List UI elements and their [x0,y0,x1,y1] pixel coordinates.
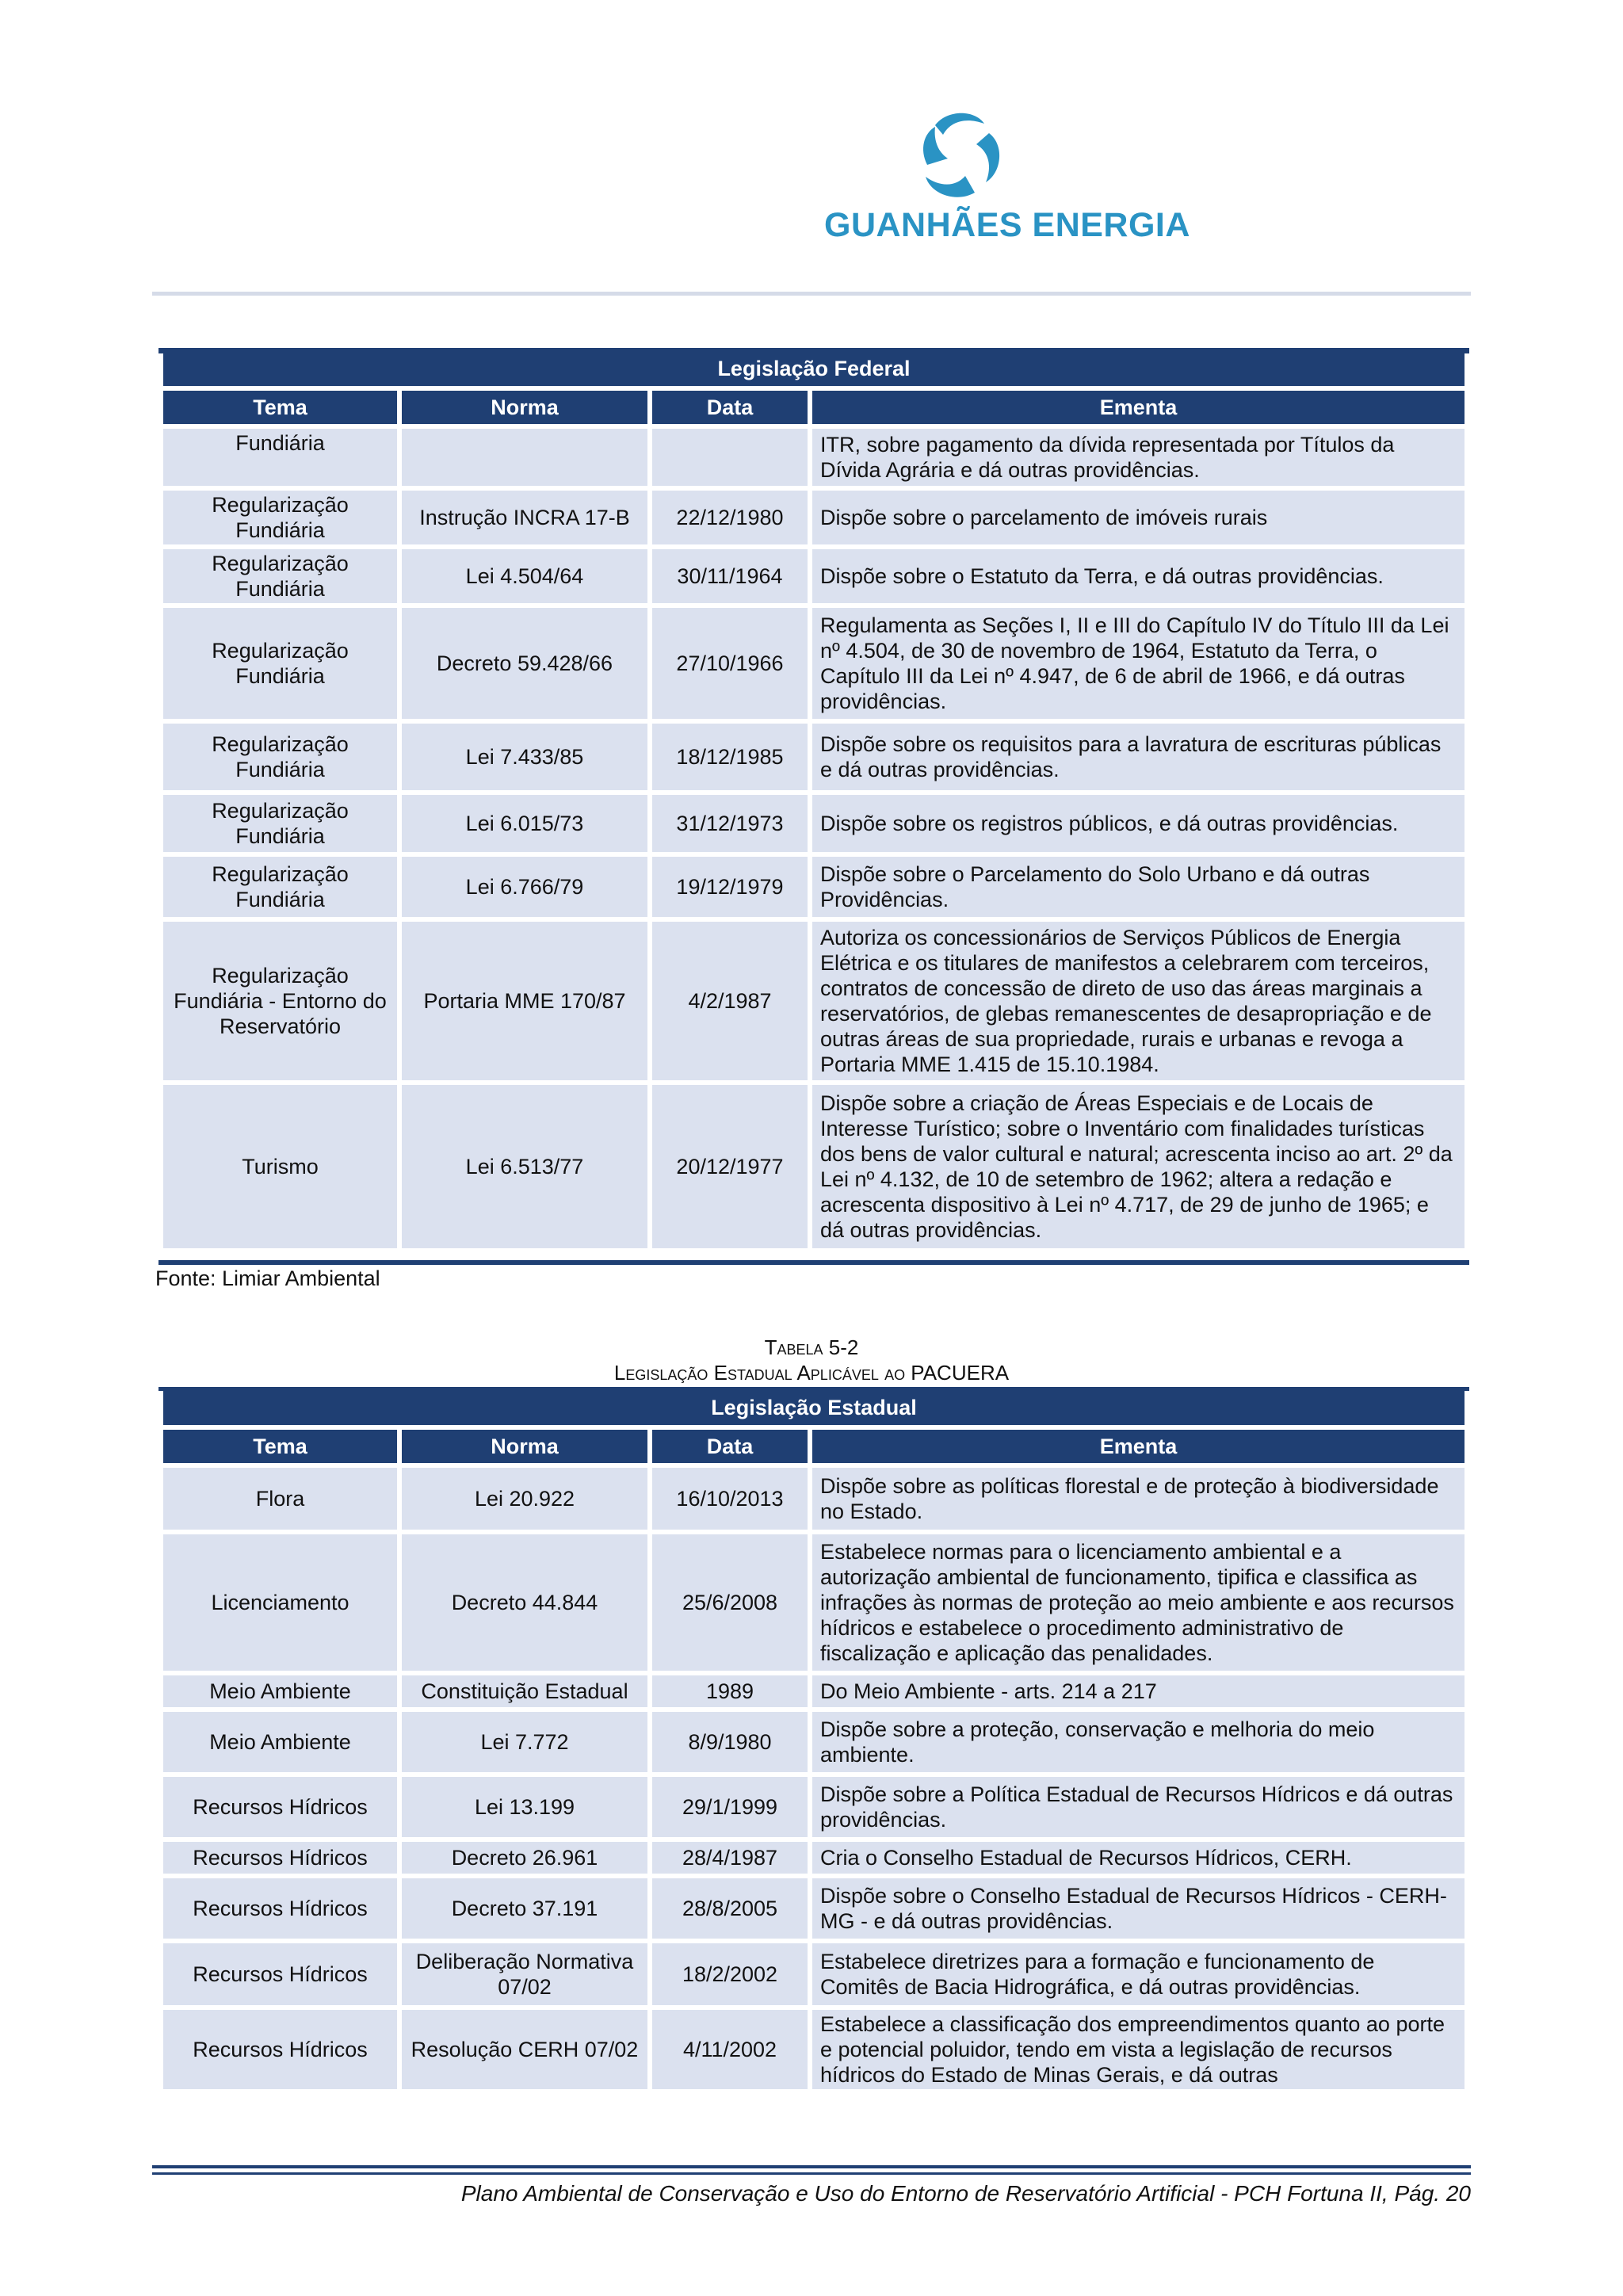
cell-data: 27/10/1966 [652,608,808,719]
cell-ementa: Dispõe sobre o Parcelamento do Solo Urbano e dá outras Providências. [812,857,1465,917]
cell-data: 16/10/2013 [652,1468,808,1530]
cell-ementa: Dispõe sobre os requisitos para a lavratura de escrituras públicas e dá outras providências. [812,724,1465,790]
cell-tema: Meio Ambiente [163,1712,397,1772]
cell-tema: Recursos Hídricos [163,1943,397,2005]
cell-data [652,429,808,486]
table-row [163,1534,1465,1671]
logo-swirl-icon [919,109,1006,201]
cell-tema: Licenciamento [163,1534,397,1671]
table-row [163,1777,1465,1837]
brand-name: GUANHÃES ENERGIA [824,206,1190,244]
table-row [163,549,1465,603]
cell-data: 20/12/1977 [652,1085,808,1248]
cell-data: 19/12/1979 [652,857,808,917]
column-header-norma: Norma [402,1430,647,1463]
cell-tema: Regularização Fundiária - Entorno do Reservatório [163,922,397,1080]
table-row [163,922,1465,1080]
cell-tema: Fundiária [163,429,397,486]
cell-tema: Regularização Fundiária [163,857,397,917]
cell-tema: Flora [163,1468,397,1530]
cell-tema: Recursos Hídricos [163,1878,397,1939]
cell-norma: Decreto 37.191 [402,1878,647,1939]
cell-data: 8/9/1980 [652,1712,808,1772]
table-row [163,491,1465,544]
footer-divider [152,2165,1471,2168]
state-legislation-table [158,1385,1469,2094]
cell-norma: Instrução INCRA 17-B [402,491,647,544]
table-row [163,1468,1465,1530]
cell-ementa: Do Meio Ambiente - arts. 214 a 217 [812,1675,1465,1707]
footer-divider-secondary [152,2172,1471,2175]
cell-ementa: Dispõe sobre os registros públicos, e dá outras providências. [812,795,1465,852]
cell-ementa: Dispõe sobre a criação de Áreas Especiais e de Locais de Interesse Turístico; sobre o Inventário com finalidades turísticas dos bens de valor cultural e natural; acrescenta inciso ao art. 2º da Lei nº 4.132, de 10 de setembro de 1962; altera a redação e acrescenta dispositivo à Lei nº 4.717, de 29 de junho de 1965; e dá outras providências. [812,1085,1465,1248]
cell-norma: Lei 20.922 [402,1468,647,1530]
cell-ementa: Dispõe sobre o Estatuto da Terra, e dá outras providências. [812,549,1465,603]
cell-tema: Regularização Fundiária [163,795,397,852]
table-row [163,857,1465,917]
column-header-tema: Tema [163,391,397,424]
cell-norma: Lei 6.766/79 [402,857,647,917]
cell-data: 22/12/1980 [652,491,808,544]
cell-norma: Lei 6.513/77 [402,1085,647,1248]
cell-ementa: ITR, sobre pagamento da dívida representada por Títulos da Dívida Agrária e dá outras providências. [812,429,1465,486]
cell-ementa: Estabelece normas para o licenciamento ambiental e a autorização ambiental de funcionamento, tipifica e classifica as infrações às normas de proteção ao meio ambiente e aos recursos hídricos e estabelece o procedimento administrativo de fiscalização e aplicação das penalidades. [812,1534,1465,1671]
column-header-data: Data [652,391,808,424]
cell-data: 28/8/2005 [652,1878,808,1939]
table-caption-number: Tabela 5-2 [764,1335,859,1359]
cell-norma: Lei 7.433/85 [402,724,647,790]
cell-data: 30/11/1964 [652,549,808,603]
cell-tema: Meio Ambiente [163,1675,397,1707]
column-header-ementa: Ementa [812,1430,1465,1463]
cell-ementa: Regulamenta as Seções I, II e III do Capítulo IV do Título III da Lei nº 4.504, de 30 de novembro de 1964, Estatuto da Terra, o Capítulo III da Lei nº 4.947, de 6 de abril de 1966, e dá outras providências. [812,608,1465,719]
cell-ementa: Autoriza os concessionários de Serviços Públicos de Energia Elétrica e os titulares de manifestos a celebrarem com terceiros, contratos de concessão de direto de uso das áreas marginais a reservatórios, de glebas remanescentes de desapropriação e de outras áreas de sua propriedade, rurais e urbanas e revoga a Portaria MME 1.415 de 15.10.1984. [812,922,1465,1080]
cell-data: 31/12/1973 [652,795,808,852]
cell-norma: Resolução CERH 07/02 [402,2010,647,2089]
company-logo [816,109,1190,248]
cell-norma: Lei 13.199 [402,1777,647,1837]
header-divider [152,292,1471,296]
cell-tema: Regularização Fundiária [163,724,397,790]
cell-data: 28/4/1987 [652,1842,808,1874]
table-row [163,429,1465,486]
page-footer: Plano Ambiental de Conservação e Uso do Entorno de Reservatório Artificial - PCH Fortuna II, Pág. 20 [460,2181,1471,2206]
cell-tema: Turismo [163,1085,397,1248]
cell-norma: Decreto 59.428/66 [402,608,647,719]
state-table-title: Legislação Estadual [163,1390,1465,1425]
table-row [163,1712,1465,1772]
cell-ementa: Dispõe sobre a proteção, conservação e melhoria do meio ambiente. [812,1712,1465,1772]
table-row [163,795,1465,852]
cell-ementa: Estabelece diretrizes para a formação e funcionamento de Comitês de Bacia Hidrográfica, e dá outras providências. [812,1943,1465,2005]
cell-data: 4/2/1987 [652,922,808,1080]
cell-norma: Constituição Estadual [402,1675,647,1707]
cell-data: 18/2/2002 [652,1943,808,2005]
cell-data: 18/12/1985 [652,724,808,790]
cell-tema: Regularização Fundiária [163,608,397,719]
table-row [163,608,1465,719]
table-row [163,1675,1465,1707]
cell-tema: Regularização Fundiária [163,491,397,544]
cell-norma: Lei 4.504/64 [402,549,647,603]
table-caption-title: Legislação Estadual Aplicável ao PACUERA [613,1361,1010,1385]
cell-data: 4/11/2002 [652,2010,808,2089]
table-source: Fonte: Limiar Ambiental [155,1266,380,1290]
cell-norma: Deliberação Normativa 07/02 [402,1943,647,2005]
federal-legislation-table [158,346,1469,1253]
table-row [163,1085,1465,1248]
column-header-norma: Norma [402,391,647,424]
column-header-data: Data [652,1430,808,1463]
cell-ementa: Cria o Conselho Estadual de Recursos Hídricos, CERH. [812,1842,1465,1874]
cell-norma: Lei 6.015/73 [402,795,647,852]
table-row [163,724,1465,790]
table-row [163,1878,1465,1939]
column-header-ementa: Ementa [812,391,1465,424]
cell-ementa: Dispõe sobre a Política Estadual de Recursos Hídricos e dá outras providências. [812,1777,1465,1837]
cell-norma: Decreto 26.961 [402,1842,647,1874]
cell-norma [402,429,647,486]
cell-data: 1989 [652,1675,808,1707]
cell-tema: Recursos Hídricos [163,2010,397,2089]
table-row [163,2010,1465,2089]
table-bottom-border [158,1260,1469,1265]
cell-tema: Regularização Fundiária [163,549,397,603]
cell-tema: Recursos Hídricos [163,1842,397,1874]
federal-table-title: Legislação Federal [163,351,1465,386]
cell-ementa: Dispõe sobre as políticas florestal e de proteção à biodiversidade no Estado. [812,1468,1465,1530]
cell-ementa: Dispõe sobre o parcelamento de imóveis rurais [812,491,1465,544]
cell-tema: Recursos Hídricos [163,1777,397,1837]
cell-norma: Decreto 44.844 [402,1534,647,1671]
table-row [163,1943,1465,2005]
cell-data: 29/1/1999 [652,1777,808,1837]
cell-norma: Portaria MME 170/87 [402,922,647,1080]
column-header-tema: Tema [163,1430,397,1463]
cell-norma: Lei 7.772 [402,1712,647,1772]
cell-data: 25/6/2008 [652,1534,808,1671]
cell-ementa: Dispõe sobre o Conselho Estadual de Recursos Hídricos - CERH-MG - e dá outras providências. [812,1878,1465,1939]
cell-ementa: Estabelece a classificação dos empreendimentos quanto ao porte e potencial poluidor, tendo em vista a legislação de recursos hídricos do Estado de Minas Gerais, e dá outras [812,2010,1465,2089]
table-row [163,1842,1465,1874]
